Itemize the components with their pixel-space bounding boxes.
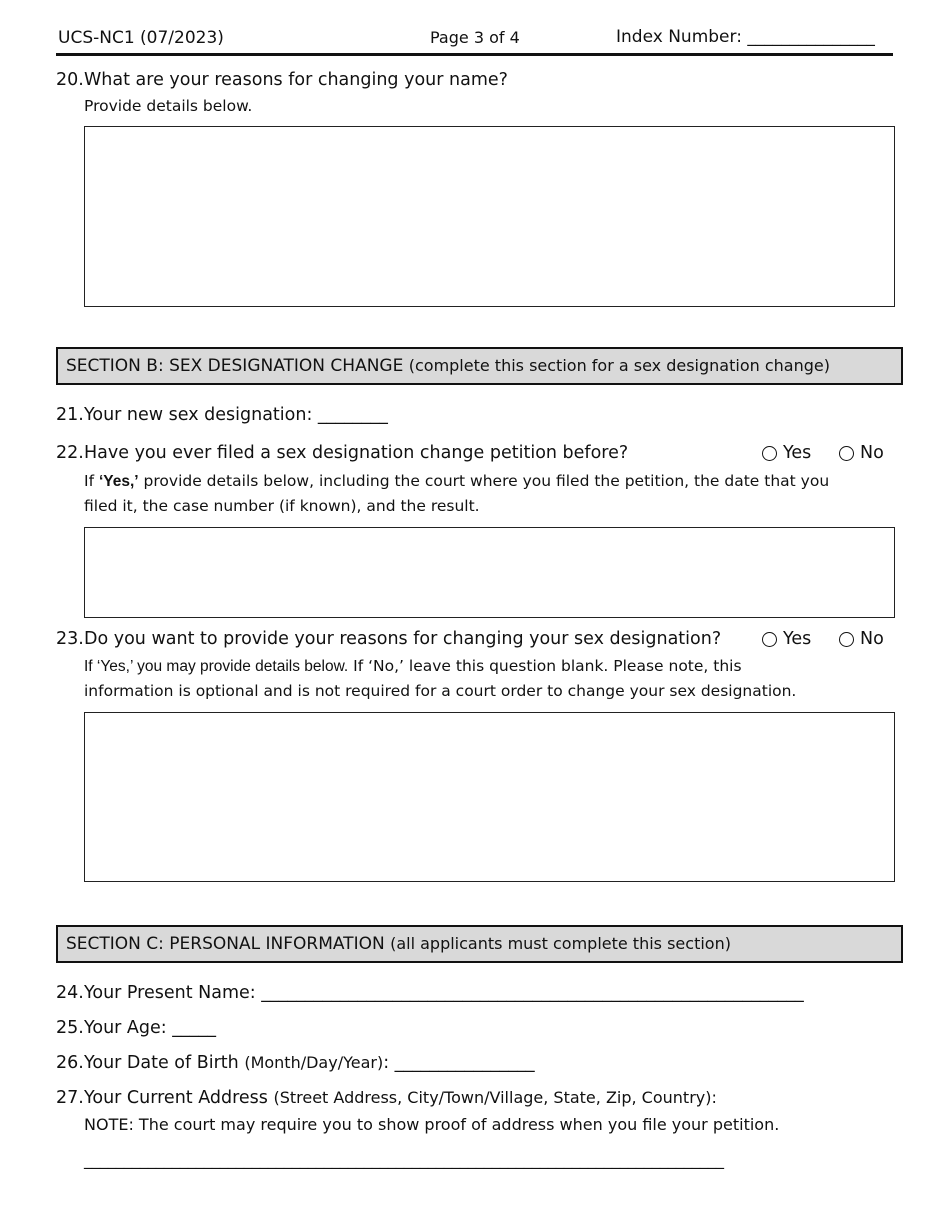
q27-address-line[interactable]: ________________________________________________________________________________ (84, 1150, 724, 1169)
q27-note: NOTE: The court may require you to show proof of address when you file your petition. (84, 1115, 780, 1134)
section-c-title: SECTION C: PERSONAL INFORMATION (66, 934, 385, 954)
form-id: UCS-NC1 (07/2023) (58, 28, 224, 48)
radio-circle-icon (762, 446, 777, 461)
q23-sub: If ‘Yes,’ you may provide details below. If ‘No,’ leave this question blank. Please note, this information is optional and is not required for a court order to change your sex designation. (84, 657, 797, 700)
section-b-title: SECTION B: SEX DESIGNATION CHANGE (66, 356, 404, 376)
section-b-header (56, 347, 903, 385)
q21-text[interactable]: Your new sex designation: ________ (84, 405, 388, 425)
page-number: Page 3 of 4 (430, 28, 520, 47)
q23-answer-box[interactable] (84, 712, 895, 882)
q27-number: 27. (56, 1088, 84, 1108)
q22-answer-box[interactable] (84, 527, 895, 618)
q22-number: 22. (56, 443, 84, 463)
q26-number: 26. (56, 1053, 84, 1073)
q27-text: Your Current Address (Street Address, City/Town/Village, State, Zip, Country): (84, 1088, 717, 1108)
radio-circle-icon (839, 446, 854, 461)
q20-number: 20. (56, 70, 84, 90)
q24-present-name[interactable]: Your Present Name: ______________________________________________________________ (84, 983, 804, 1003)
section-b-note: (complete this section for a sex designation change) (408, 356, 830, 375)
radio-circle-icon (839, 632, 854, 647)
q22-sub: If ‘Yes,’ provide details below, including the court where you filed the petition, the date that you filed it, the case number (if known), and the result. (84, 472, 830, 515)
q24-number: 24. (56, 983, 84, 1003)
index-number-field[interactable]: Index Number: _______________ (616, 27, 875, 47)
q20-text: What are your reasons for changing your name? (84, 70, 508, 90)
q25-number: 25. (56, 1018, 84, 1038)
q20-answer-box[interactable] (84, 126, 895, 307)
header-rule (56, 53, 893, 56)
q23-text: Do you want to provide your reasons for changing your sex designation? (84, 629, 722, 649)
q23-number: 23. (56, 629, 84, 649)
q22-text: Have you ever filed a sex designation change petition before? (84, 443, 629, 463)
section-c-header (56, 925, 903, 963)
radio-circle-icon (762, 632, 777, 647)
q20-sub: Provide details below. (84, 97, 253, 115)
q23-yes-radio[interactable]: Yes (762, 629, 811, 649)
q23-no-radio[interactable]: No (839, 629, 884, 649)
q25-age[interactable]: Your Age: _____ (84, 1018, 216, 1038)
section-c-note: (all applicants must complete this section) (390, 934, 731, 953)
q26-date-of-birth[interactable]: Your Date of Birth (Month/Day/Year): ________________ (84, 1053, 535, 1073)
q21-number: 21. (56, 405, 84, 425)
q22-yes-radio[interactable]: Yes (762, 443, 811, 463)
q22-no-radio[interactable]: No (839, 443, 884, 463)
